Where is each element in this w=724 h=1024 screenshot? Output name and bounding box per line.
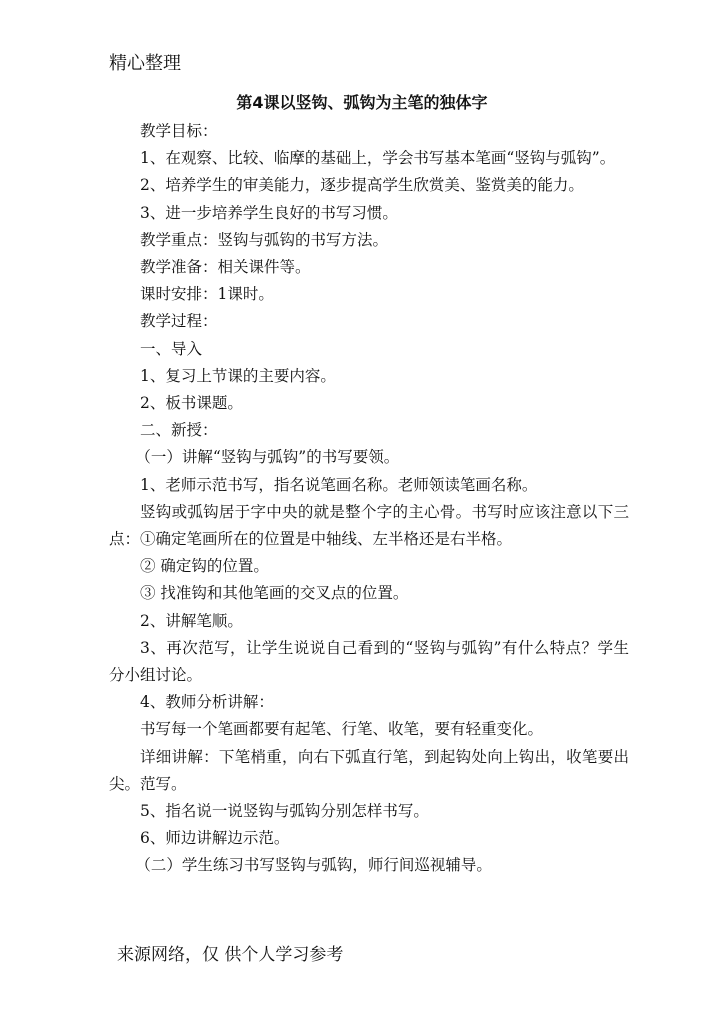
paragraph-intro-step-1: 1、复习上节课的主要内容。 — [140, 366, 336, 385]
paragraph-section-intro: 一、导入 — [140, 339, 203, 358]
paragraph-detail: 详细讲解：下笔梢重，向右下弧直行笔，到起钩处向上钩出，收笔要出尖。范写。 — [109, 747, 629, 793]
paragraph-step-5: 5、指名说一说竖钩与弧钩分别怎样书写。 — [140, 802, 429, 821]
paragraph-step-6: 6、师边讲解边示范。 — [140, 829, 290, 848]
paragraph-teaching-goals: 教学目标： — [140, 122, 218, 140]
paragraph-preparation: 教学准备：相关课件等。 — [140, 258, 311, 277]
paragraph-schedule: 课时安排：1课时。 — [140, 285, 274, 304]
footer-note: 来源网络，仅 供个人学习参考 — [117, 945, 344, 965]
paragraph-point-3: ③ 找准钩和其他笔画的交叉点的位置。 — [140, 584, 409, 603]
paragraph-analysis: 4、教师分析讲解： — [140, 693, 274, 712]
paragraph-subsection-2: （二）学生练习书写竖钩与弧钩，师行间巡视辅导。 — [135, 856, 492, 875]
paragraph-intro-step-2: 2、板书课题。 — [140, 394, 243, 413]
paragraph-point-2: ② 确定钩的位置。 — [140, 557, 269, 576]
paragraph-main-stroke: 竖钩或弧钩居于字中央的就是整个字的主心骨。书写时应该注意以下三点：①确定笔画所在的位置是中轴线、左半格还是右半格。 — [109, 502, 629, 549]
paragraph-subsection-1: （一）讲解“竖钩与弧钩”的书写要领。 — [135, 448, 400, 467]
document-body — [109, 118, 629, 880]
header-note: 精心整理 — [109, 53, 181, 74]
paragraph-section-new: 二、新授： — [140, 421, 218, 440]
paragraph-goal-2: 2、培养学生的审美能力，逐步提高学生欣赏美、鉴赏美的能力。 — [140, 176, 584, 195]
paragraph-demo: 1、老师示范书写，指名说笔画名称。老师领读笔画名称。 — [140, 475, 538, 494]
paragraph-stroke-order: 2、讲解笔顺。 — [140, 611, 243, 630]
paragraph-goal-3: 3、进一步培养学生良好的书写习惯。 — [140, 203, 398, 222]
paragraph-process: 教学过程： — [140, 312, 218, 331]
paragraph-goal-1: 1、在观察、比较、临摩的基础上，学会书写基本笔画“竖钩与弧钩”。 — [140, 149, 616, 168]
paragraph-key-point: 教学重点：竖钩与弧钩的书写方法。 — [140, 230, 389, 249]
paragraph-stroke-rule: 书写每一个笔画都要有起笔、行笔、收笔，要有轻重变化。 — [140, 720, 544, 739]
document-title: 第4课以竖钩、弧钩为主笔的独体字 — [236, 93, 488, 112]
paragraph-second-demo: 3、再次范写，让学生说说自己看到的“竖钩与弧钩”有什么特点？学生分小组讨论。 — [109, 638, 629, 685]
